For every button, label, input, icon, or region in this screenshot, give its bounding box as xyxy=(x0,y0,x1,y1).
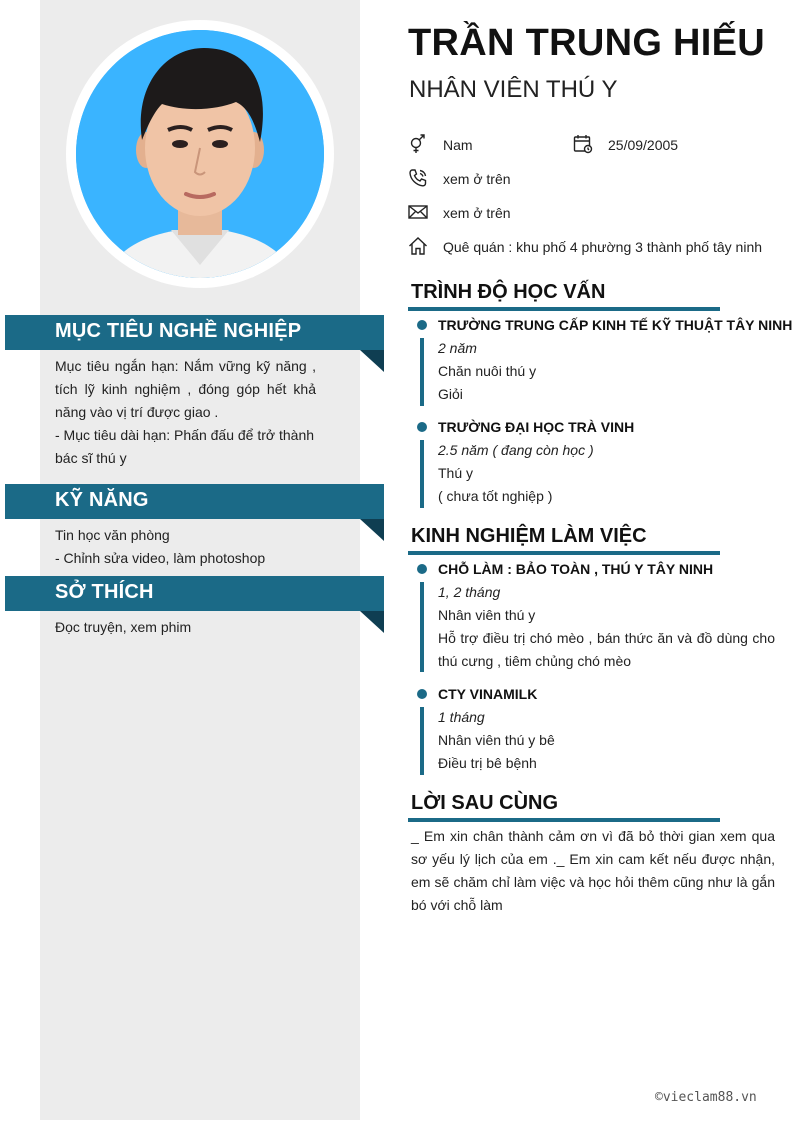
phone-icon xyxy=(408,168,428,188)
email-icon xyxy=(408,202,428,222)
education-heading: TRÌNH ĐỘ HỌC VẤN xyxy=(411,281,606,303)
experience-duration: 1 tháng xyxy=(438,709,485,725)
banner-fold xyxy=(360,611,384,633)
objective-short-term: Mục tiêu ngắn hạn: Nắm vững kỹ năng , tích lỹ kinh nghiệm , đóng góp hết khả năng vào vị trí được giao . xyxy=(55,358,316,420)
skill-item: - Chỉnh sửa video, làm photoshop xyxy=(55,550,266,566)
experience-position: Nhân viên thú y bê xyxy=(438,732,555,748)
experience-duration: 1, 2 tháng xyxy=(438,584,501,600)
banner-fold xyxy=(360,350,384,372)
hobbies-text xyxy=(55,616,316,639)
gender-icon xyxy=(408,134,428,154)
timeline-bar xyxy=(420,338,424,406)
banner-fold xyxy=(360,519,384,541)
experience-company: CTY VINAMILK xyxy=(438,686,538,702)
email-value: xem ở trên xyxy=(443,205,511,221)
hobbies-heading-banner xyxy=(5,576,384,611)
experience-company: CHỖ LÀM : BẢO TOÀN , THÚ Y TÂY NINH xyxy=(438,561,714,577)
skill-item: Tin học văn phòng xyxy=(55,527,170,543)
section-divider xyxy=(408,551,720,555)
address-value: Quê quán : khu phố 4 phường 3 thành phố tây ninh xyxy=(443,239,763,255)
birthday-value: 25/09/2005 xyxy=(608,137,679,153)
avatar xyxy=(76,30,324,278)
timeline-dot xyxy=(417,320,427,330)
hobby-item: Đọc truyện, xem phim xyxy=(55,619,192,635)
calendar-icon xyxy=(573,134,593,154)
education-duration: 2.5 năm ( đang còn học ) xyxy=(438,442,594,458)
timeline-dot xyxy=(417,689,427,699)
skills-heading-banner xyxy=(5,484,384,519)
home-icon xyxy=(408,236,428,256)
objective-text xyxy=(55,355,316,470)
job-title: NHÂN VIÊN THÚ Y xyxy=(409,76,618,103)
watermark: ©vieclam88.vn xyxy=(655,1090,757,1105)
section-divider xyxy=(408,307,720,311)
section-divider xyxy=(408,818,720,822)
timeline-bar xyxy=(420,707,424,775)
candidate-name: TRẦN TRUNG HIẾU xyxy=(408,22,766,64)
objective-long-term: - Mục tiêu dài hạn: Phấn đấu để trở thành bác sĩ thú y xyxy=(55,427,315,466)
timeline-dot xyxy=(417,564,427,574)
education-major: Thú y xyxy=(438,465,474,481)
experience-description: Hỗ trợ điều trị chó mèo , bán thức ăn và đồ dùng cho thú cưng , tiêm chủng chó mèo xyxy=(438,630,775,669)
education-school: TRƯỜNG TRUNG CẤP KINH TẾ KỸ THUẬT TÂY NINH xyxy=(438,317,793,333)
hobbies-heading: SỞ THÍCH xyxy=(55,581,154,603)
objective-heading: MỤC TIÊU NGHỀ NGHIỆP xyxy=(55,320,302,342)
timeline-dot xyxy=(417,422,427,432)
gender-value: Nam xyxy=(443,137,473,153)
portrait-photo xyxy=(76,30,324,278)
skills-heading: KỸ NĂNG xyxy=(55,489,149,511)
experience-description: Điều trị bê bệnh xyxy=(438,755,537,771)
education-result: ( chưa tốt nghiệp ) xyxy=(438,488,553,504)
education-school: TRƯỜNG ĐẠI HỌC TRÀ VINH xyxy=(438,419,635,435)
closing-heading: LỜI SAU CÙNG xyxy=(411,792,559,814)
timeline-bar xyxy=(420,582,424,672)
experience-heading: KINH NGHIỆM LÀM VIỆC xyxy=(411,525,647,547)
skills-text xyxy=(55,524,316,570)
timeline-bar xyxy=(420,440,424,508)
education-result: Giỏi xyxy=(438,386,463,402)
education-duration: 2 năm xyxy=(438,340,477,356)
phone-value: xem ở trên xyxy=(443,171,511,187)
experience-position: Nhân viên thú y xyxy=(438,607,536,623)
education-major: Chăn nuôi thú y xyxy=(438,363,537,379)
objective-heading-banner xyxy=(5,315,384,350)
closing-text: _ Em xin chân thành cảm ơn vì đã bỏ thời gian xem qua sơ yếu lý lịch của em ._ Em xin cam kết nếu được nhận, em sẽ chăm chỉ làm việc và học hỏi thêm cũng như là gắn bó với chỗ làm xyxy=(411,828,775,913)
